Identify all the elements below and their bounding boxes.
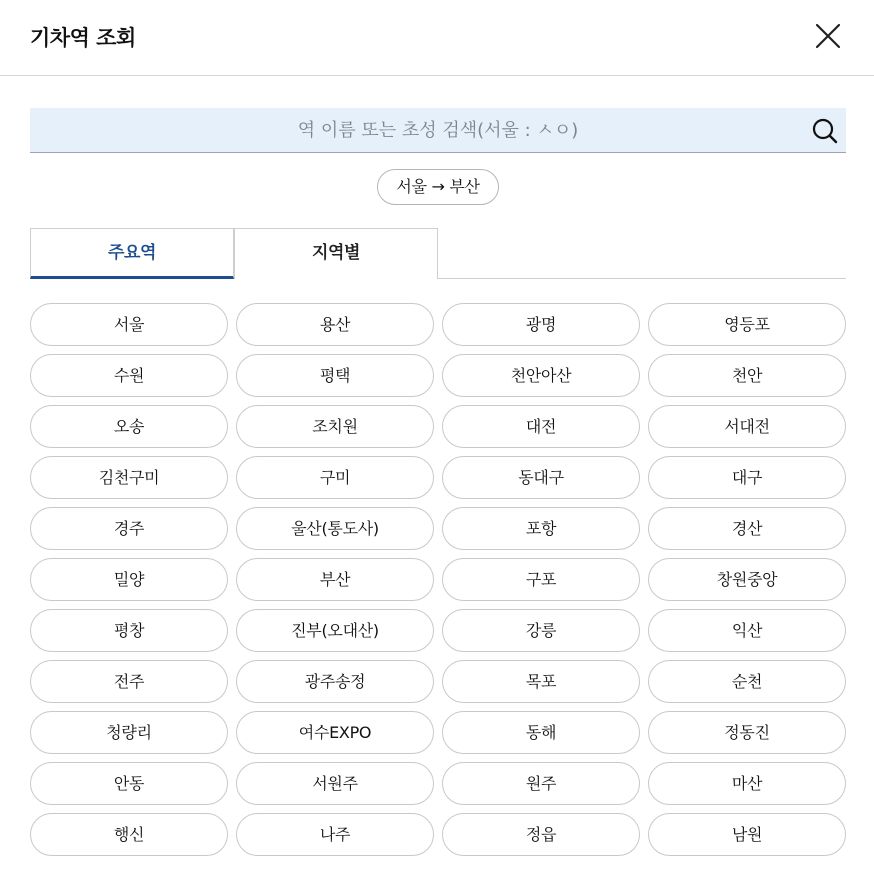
close-icon: [812, 20, 844, 52]
station-button[interactable]: 영등포: [648, 303, 846, 346]
station-button[interactable]: 밀양: [30, 558, 228, 601]
station-button[interactable]: 나주: [236, 813, 434, 856]
station-button[interactable]: 전주: [30, 660, 228, 703]
station-button[interactable]: 오송: [30, 405, 228, 448]
station-button[interactable]: 창원중앙: [648, 558, 846, 601]
station-button[interactable]: 수원: [30, 354, 228, 397]
station-button[interactable]: 구포: [442, 558, 640, 601]
station-button[interactable]: 천안아산: [442, 354, 640, 397]
station-button[interactable]: 천안: [648, 354, 846, 397]
station-button[interactable]: 평창: [30, 609, 228, 652]
station-button[interactable]: 부산: [236, 558, 434, 601]
station-button[interactable]: 광명: [442, 303, 640, 346]
tab-major-stations[interactable]: 주요역: [30, 228, 234, 279]
station-button[interactable]: 서대전: [648, 405, 846, 448]
station-button[interactable]: 동대구: [442, 456, 640, 499]
tab-bar: [30, 228, 846, 279]
station-button[interactable]: 경산: [648, 507, 846, 550]
station-button[interactable]: 울산(통도사): [236, 507, 434, 550]
station-button[interactable]: 서원주: [236, 762, 434, 805]
station-button[interactable]: 대전: [442, 405, 640, 448]
station-button[interactable]: 구미: [236, 456, 434, 499]
search-icon: [810, 116, 840, 146]
station-button[interactable]: 정읍: [442, 813, 640, 856]
page-title: 기차역 조회: [30, 26, 136, 50]
close-button[interactable]: [812, 20, 844, 52]
station-button[interactable]: 여수EXPO: [236, 711, 434, 754]
station-button[interactable]: 순천: [648, 660, 846, 703]
search-button[interactable]: [810, 116, 840, 146]
station-button[interactable]: 행신: [30, 813, 228, 856]
station-button[interactable]: 익산: [648, 609, 846, 652]
modal-header: [0, 0, 874, 76]
station-button[interactable]: 목포: [442, 660, 640, 703]
station-button[interactable]: 평택: [236, 354, 434, 397]
station-button[interactable]: 원주: [442, 762, 640, 805]
station-button[interactable]: 서울: [30, 303, 228, 346]
station-button[interactable]: 대구: [648, 456, 846, 499]
station-button[interactable]: 포항: [442, 507, 640, 550]
station-button[interactable]: 광주송정: [236, 660, 434, 703]
station-button[interactable]: 안동: [30, 762, 228, 805]
tab-by-region[interactable]: 지역별: [234, 228, 438, 279]
recent-route-chip[interactable]: 서울 → 부산: [377, 169, 499, 205]
station-button[interactable]: 남원: [648, 813, 846, 856]
station-grid: [30, 303, 846, 856]
station-button[interactable]: 청량리: [30, 711, 228, 754]
station-button[interactable]: 용산: [236, 303, 434, 346]
station-button[interactable]: 김천구미: [30, 456, 228, 499]
station-button[interactable]: 강릉: [442, 609, 640, 652]
station-button[interactable]: 진부(오대산): [236, 609, 434, 652]
station-button[interactable]: 조치원: [236, 405, 434, 448]
search-bar: [30, 108, 846, 153]
station-button[interactable]: 경주: [30, 507, 228, 550]
station-button[interactable]: 정동진: [648, 711, 846, 754]
search-input[interactable]: [30, 108, 810, 152]
station-button[interactable]: 동해: [442, 711, 640, 754]
station-button[interactable]: 마산: [648, 762, 846, 805]
